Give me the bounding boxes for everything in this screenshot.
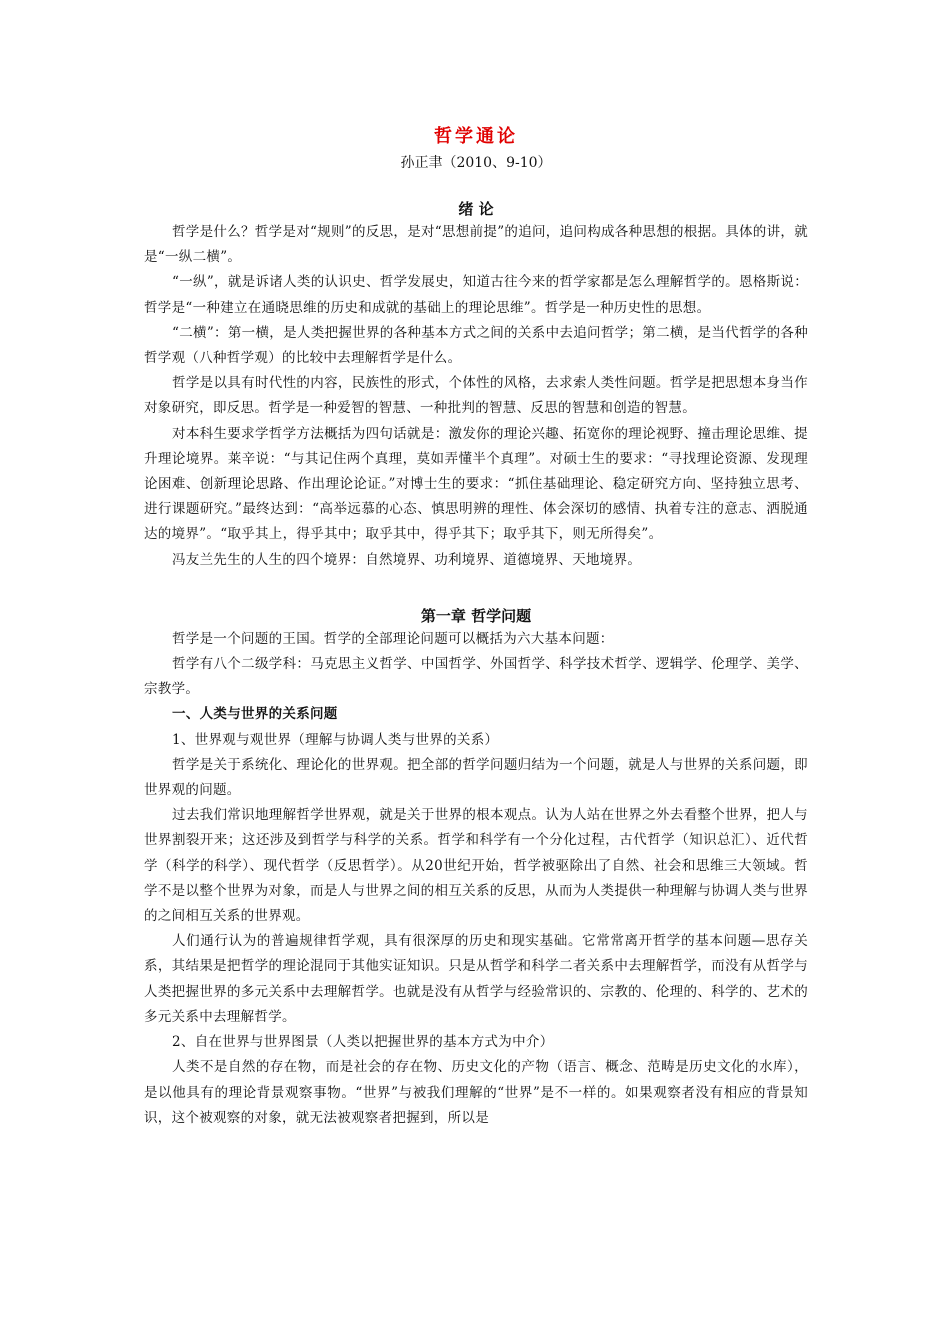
chapter-paragraph: 哲学有八个二级学科：马克思主义哲学、中国哲学、外国哲学、科学技术哲学、逻辑学、伦理学、美学、宗教学。 — [144, 656, 808, 698]
chapter-heading: 第一章 哲学问题 — [420, 606, 532, 625]
intro-paragraph: 哲学是什么？哲学是对“规则”的反思，是对“思想前提”的追问，追问构成各种思想的根据。具体的讲，就是“一纵二横”。 — [144, 224, 809, 266]
subsection-heading: 1、世界观与观世界（理解与协调人类与世界的关系） — [172, 731, 499, 748]
intro-paragraph: 对本科生要求学哲学方法概括为四句话就是：激发你的理论兴趣、拓宽你的理论视野、撞击理论思维、提升理论境界。莱辛说：“与其记住两个真理，莫如弄懂半个真理”。对硕士生的要求：“寻找理论资源、发现理论困难、创新理论思路、作出理论论证。”对博士生的要求：“抓住基础理论、稳定研究方向、坚持独立思考、进行课题研究。”最终达到：“高举远慕的心态、慎思明辨的理性、体会深切的感情、执着专注的意志、洒脱通达的境界”。“取乎其上，得乎其中；取乎其中，得乎其下；取乎其下，则无所得矣”。 — [144, 425, 808, 543]
chapter-paragraph: 人们通行认为的普遍规律哲学观，具有很深厚的历史和现实基础。它常常离开哲学的基本问题—思存关系，其结果是把哲学的理论混同于其他实证知识。只是从哲学和科学二者关系中去理解哲学，而没有从哲学与人类把握世界的多元关系中去理解哲学。也就是没有从哲学与经验常识的、宗教的、伦理的、科学的、艺术的多元关系中去理解哲学。 — [144, 933, 808, 1025]
chapter-paragraph: 过去我们常识地理解哲学世界观，就是关于世界的根本观点。认为人站在世界之外去看整个世界，把人与世界割裂开来；这还涉及到哲学与科学的关系。哲学和科学有一个分化过程，古代哲学（知识总汇）、近代哲学（科学的科学）、现代哲学（反思哲学）。从20世纪开始，哲学被驱除出了自然、社会和思维三大领域。哲学不是以整个世界为对象，而是人与世界之间的相互关系的反思，从而为人类提供一种理解与协调人类与世界的之间相互关系的世界观。 — [144, 807, 808, 925]
section-heading: 一、人类与世界的关系问题 — [172, 706, 338, 723]
document-title: 哲学通论 — [434, 126, 518, 147]
subsection-heading: 2、自在世界与世界图景（人类以把握世界的基本方式为中介） — [172, 1034, 554, 1051]
intro-paragraph: “二横”：第一横，是人类把握世界的各种基本方式之间的关系中去追问哲学；第二横，是当代哲学的各种哲学观（八种哲学观）的比较中去理解哲学是什么。 — [144, 324, 808, 367]
chapter-paragraph: 人类不是自然的存在物，而是社会的存在物、历史文化的产物（语言、概念、范畴是历史文化的水库），是以他具有的理论背景观察事物。“世界”与被我们理解的“世界”是不一样的。如果观察者没有相应的背景知识，这个被观察的对象，就无法被观察者把握到，所以是 — [144, 1059, 808, 1126]
intro-paragraph: 冯友兰先生的人生的四个境界：自然境界、功利境界、道德境界、天地境界。 — [172, 551, 642, 568]
chapter-paragraph: 哲学是一个问题的王国。哲学的全部理论问题可以概括为六大基本问题： — [172, 630, 614, 647]
intro-heading: 绪 论 — [458, 200, 494, 218]
document-body — [144, 124, 808, 1131]
chapter-paragraph: 哲学是关于系统化、理论化的世界观。把全部的哲学问题归结为一个问题，就是人与世界的关系问题，即世界观的问题。 — [144, 756, 808, 799]
intro-paragraph: 哲学是以具有时代性的内容，民族性的形式，个体性的风格，去求索人类性问题。哲学是把思想本身当作对象研究，即反思。哲学是一种爱智的智慧、一种批判的智慧、反思的智慧和创造的智慧。 — [144, 375, 808, 417]
intro-paragraph: “一纵”，就是诉诸人类的认识史、哲学发展史，知道古往今来的哲学家都是怎么理解哲学的。恩格斯说：哲学是“一种建立在通晓思维的历史和成就的基础上的理论思维”。哲学是一种历史性的思想。 — [144, 274, 808, 316]
author-line: 孙正聿（2010、9-10） — [400, 155, 552, 171]
